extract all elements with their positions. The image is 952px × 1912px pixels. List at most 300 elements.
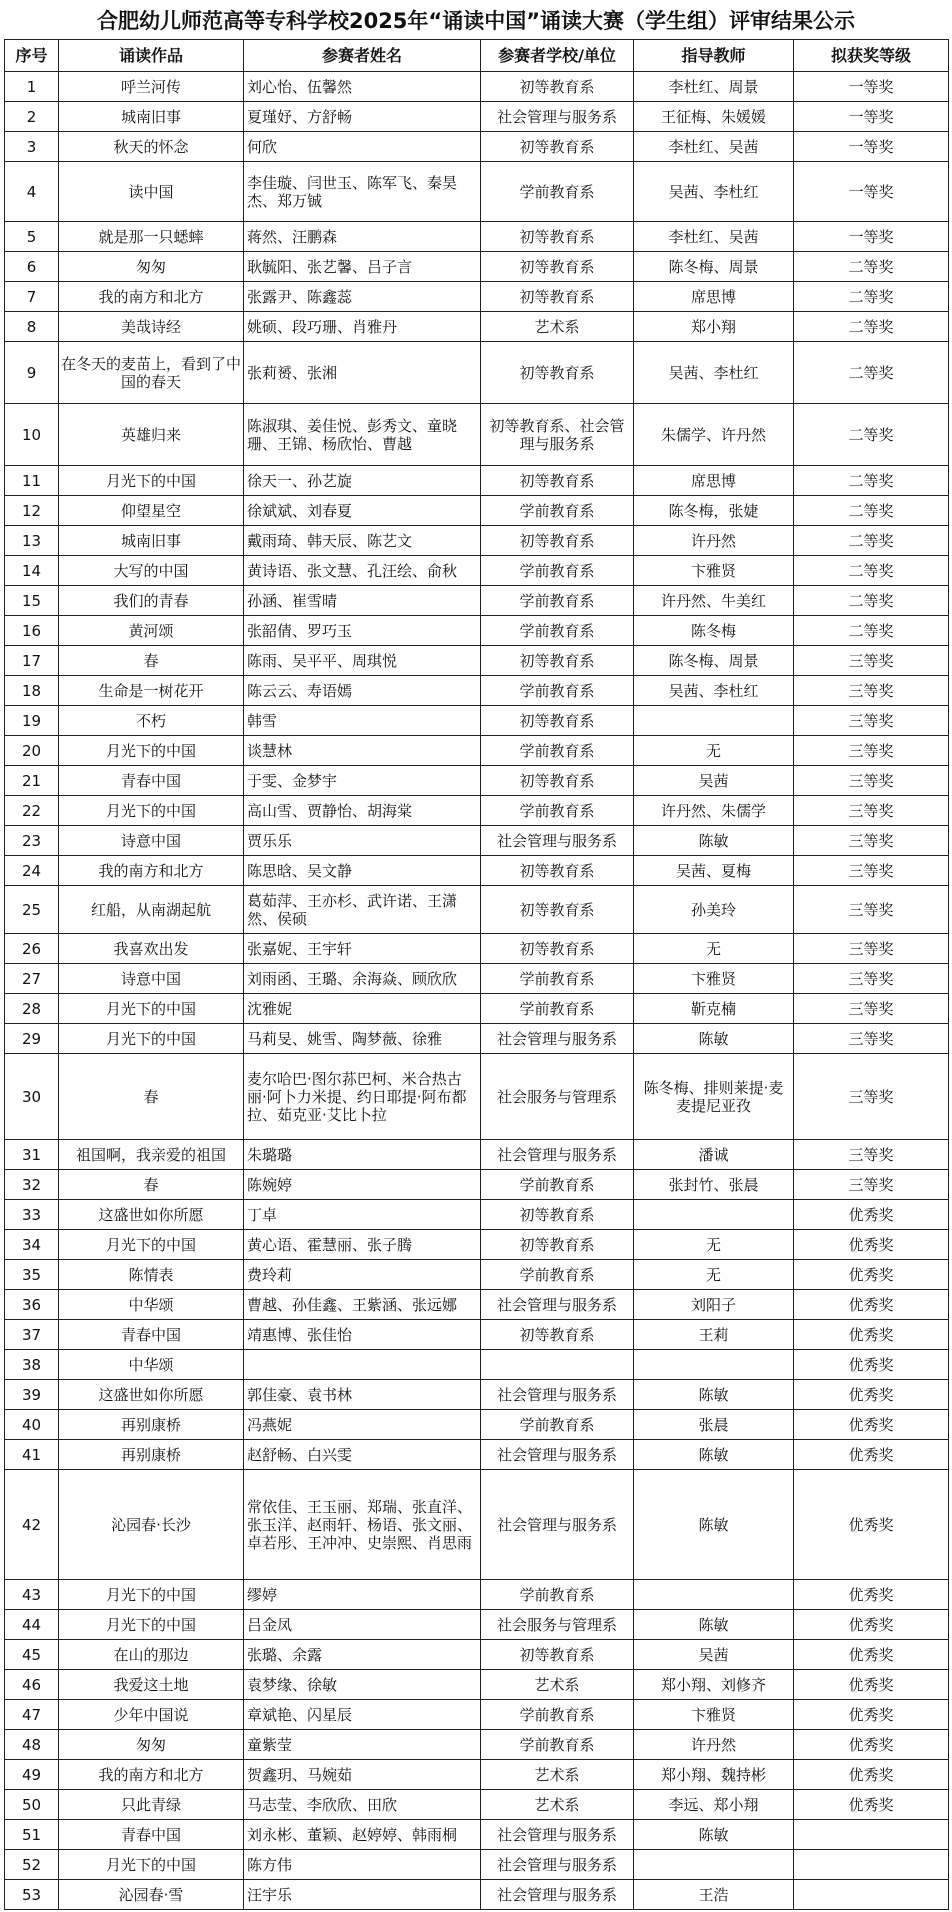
table-row (5, 312, 949, 342)
cell-award: 优秀奖 (794, 1260, 949, 1290)
cell-no: 3 (5, 132, 59, 162)
cell-no: 22 (5, 796, 59, 826)
cell-teacher: 吴茜、夏梅 (634, 856, 794, 886)
cell-unit: 初等教育系 (481, 466, 634, 496)
cell-teacher: 无 (634, 1260, 794, 1290)
cell-teacher: 陈敏 (634, 1024, 794, 1054)
table-row (5, 1700, 949, 1730)
cell-unit: 学前教育系 (481, 586, 634, 616)
cell-award: 二等奖 (794, 466, 949, 496)
cell-teacher: 无 (634, 736, 794, 766)
table-row (5, 934, 949, 964)
cell-no: 24 (5, 856, 59, 886)
cell-no: 12 (5, 496, 59, 526)
cell-names: 朱璐璐 (244, 1140, 481, 1170)
cell-work: 诗意中国 (59, 964, 244, 994)
cell-names: 费玲莉 (244, 1260, 481, 1290)
table-row (5, 1470, 949, 1580)
cell-unit: 初等教育系 (481, 1640, 634, 1670)
cell-teacher: 陈冬梅、排则莱提·麦麦提尼亚孜 (634, 1054, 794, 1140)
cell-unit: 初等教育系 (481, 342, 634, 404)
cell-no: 2 (5, 102, 59, 132)
cell-unit: 初等教育系 (481, 1230, 634, 1260)
cell-names: 袁梦缘、徐敏 (244, 1670, 481, 1700)
table-row (5, 1670, 949, 1700)
cell-award: 一等奖 (794, 132, 949, 162)
cell-award: 优秀奖 (794, 1700, 949, 1730)
cell-unit: 学前教育系 (481, 676, 634, 706)
cell-work: 再别康桥 (59, 1410, 244, 1440)
header-award: 拟获奖等级 (794, 40, 949, 72)
cell-teacher: 无 (634, 1230, 794, 1260)
cell-award: 二等奖 (794, 586, 949, 616)
cell-no: 39 (5, 1380, 59, 1410)
table-row (5, 1260, 949, 1290)
table-row (5, 556, 949, 586)
cell-names: 张韶倩、罗巧玉 (244, 616, 481, 646)
table-row (5, 1350, 949, 1380)
cell-teacher: 吴茜 (634, 1640, 794, 1670)
cell-names: 曹越、孙佳鑫、王紫涵、张远娜 (244, 1290, 481, 1320)
table-body (5, 72, 949, 1910)
table-row (5, 1170, 949, 1200)
table-row (5, 706, 949, 736)
cell-teacher: 陈冬梅、周景 (634, 646, 794, 676)
cell-teacher: 吴茜 (634, 766, 794, 796)
cell-teacher: 郑小翔、刘修齐 (634, 1670, 794, 1700)
header-unit: 参赛者学校/单位 (481, 40, 634, 72)
cell-teacher: 李远、郑小翔 (634, 1790, 794, 1820)
cell-award: 优秀奖 (794, 1670, 949, 1700)
cell-no: 19 (5, 706, 59, 736)
cell-work: 秋天的怀念 (59, 132, 244, 162)
cell-names: 贾乐乐 (244, 826, 481, 856)
cell-names: 葛茹萍、王亦杉、武许诺、王潇然、侯硕 (244, 886, 481, 934)
cell-unit: 学前教育系 (481, 1260, 634, 1290)
cell-work: 呼兰河传 (59, 72, 244, 102)
cell-names: 孙涵、崔雪晴 (244, 586, 481, 616)
cell-no: 32 (5, 1170, 59, 1200)
cell-work: 青春中国 (59, 1820, 244, 1850)
cell-names: 刘永彬、董颖、赵婷婷、韩雨桐 (244, 1820, 481, 1850)
cell-teacher: 陈冬梅 (634, 616, 794, 646)
cell-teacher: 卞雅贤 (634, 556, 794, 586)
table-row (5, 646, 949, 676)
cell-names: 张璐、余露 (244, 1640, 481, 1670)
cell-work: 再别康桥 (59, 1440, 244, 1470)
cell-teacher (634, 1850, 794, 1880)
cell-no: 46 (5, 1670, 59, 1700)
cell-teacher: 李杜红、吴茜 (634, 132, 794, 162)
cell-unit: 初等教育系 (481, 282, 634, 312)
cell-unit: 初等教育系 (481, 72, 634, 102)
cell-unit: 学前教育系 (481, 796, 634, 826)
cell-teacher: 王浩 (634, 1880, 794, 1910)
cell-work: 春 (59, 1170, 244, 1200)
cell-award: 优秀奖 (794, 1760, 949, 1790)
cell-award: 一等奖 (794, 222, 949, 252)
cell-teacher: 卞雅贤 (634, 964, 794, 994)
cell-work: 陈情表 (59, 1260, 244, 1290)
cell-teacher: 王征梅、朱媛媛 (634, 102, 794, 132)
cell-award: 二等奖 (794, 616, 949, 646)
cell-unit: 初等教育系 (481, 766, 634, 796)
cell-work: 城南旧事 (59, 102, 244, 132)
cell-teacher: 张晨 (634, 1410, 794, 1440)
cell-no: 53 (5, 1880, 59, 1910)
cell-work: 月光下的中国 (59, 1580, 244, 1610)
cell-award: 三等奖 (794, 1170, 949, 1200)
results-table (4, 39, 949, 1910)
cell-unit: 社会管理与服务系 (481, 1820, 634, 1850)
cell-no: 14 (5, 556, 59, 586)
cell-award: 三等奖 (794, 796, 949, 826)
table-row (5, 1610, 949, 1640)
cell-teacher: 陈敏 (634, 1820, 794, 1850)
header-teacher: 指导教师 (634, 40, 794, 72)
cell-unit: 初等教育系 (481, 1200, 634, 1230)
cell-work: 城南旧事 (59, 526, 244, 556)
cell-no: 37 (5, 1320, 59, 1350)
cell-no: 36 (5, 1290, 59, 1320)
cell-no: 11 (5, 466, 59, 496)
table-row (5, 282, 949, 312)
header-work: 诵读作品 (59, 40, 244, 72)
cell-work: 黄河颂 (59, 616, 244, 646)
cell-names: 常依佳、王玉丽、郑瑞、张直洋、张玉洋、赵雨轩、杨语、张文丽、卓若彤、王冲冲、史崇熙、肖思雨 (244, 1470, 481, 1580)
cell-work: 读中国 (59, 162, 244, 222)
cell-no: 38 (5, 1350, 59, 1380)
cell-no: 52 (5, 1850, 59, 1880)
table-row (5, 796, 949, 826)
table-row (5, 1230, 949, 1260)
cell-award: 一等奖 (794, 102, 949, 132)
cell-no: 40 (5, 1410, 59, 1440)
cell-work: 我的南方和北方 (59, 282, 244, 312)
cell-unit: 社会管理与服务系 (481, 826, 634, 856)
cell-award: 优秀奖 (794, 1610, 949, 1640)
table-row (5, 1410, 949, 1440)
cell-teacher: 陈敏 (634, 1470, 794, 1580)
cell-unit: 社会管理与服务系 (481, 102, 634, 132)
cell-award: 二等奖 (794, 526, 949, 556)
cell-no: 26 (5, 934, 59, 964)
table-row (5, 1320, 949, 1350)
cell-names: 张莉赟、张湘 (244, 342, 481, 404)
cell-no: 25 (5, 886, 59, 934)
table-row (5, 1290, 949, 1320)
cell-teacher: 陈冬梅，张婕 (634, 496, 794, 526)
cell-work: 匆匆 (59, 1730, 244, 1760)
cell-award: 三等奖 (794, 646, 949, 676)
cell-award: 三等奖 (794, 706, 949, 736)
table-row (5, 252, 949, 282)
cell-unit: 初等教育系 (481, 252, 634, 282)
cell-no: 33 (5, 1200, 59, 1230)
table-row (5, 132, 949, 162)
cell-work: 沁园春·雪 (59, 1880, 244, 1910)
cell-work: 只此青绿 (59, 1790, 244, 1820)
cell-award: 三等奖 (794, 934, 949, 964)
cell-unit: 艺术系 (481, 1790, 634, 1820)
cell-names: 麦尔哈巴·图尔荪巴柯、米合热古丽·阿卜力米提、约日耶提·阿布都拉、茹克亚·艾比卜拉 (244, 1054, 481, 1140)
cell-teacher (634, 706, 794, 736)
cell-award: 三等奖 (794, 676, 949, 706)
table-row (5, 1820, 949, 1850)
cell-names: 沈雅妮 (244, 994, 481, 1024)
table-row (5, 736, 949, 766)
cell-unit: 艺术系 (481, 312, 634, 342)
cell-award: 三等奖 (794, 1054, 949, 1140)
cell-names: 张露尹、陈鑫蕊 (244, 282, 481, 312)
table-row (5, 342, 949, 404)
cell-names: 童紫莹 (244, 1730, 481, 1760)
cell-award: 优秀奖 (794, 1440, 949, 1470)
cell-teacher: 陈冬梅、周景 (634, 252, 794, 282)
cell-award: 优秀奖 (794, 1380, 949, 1410)
cell-names: 赵舒畅、白兴雯 (244, 1440, 481, 1470)
cell-names: 马志莹、李欣欣、田欣 (244, 1790, 481, 1820)
cell-no: 7 (5, 282, 59, 312)
cell-no: 1 (5, 72, 59, 102)
cell-no: 4 (5, 162, 59, 222)
page-title: 合肥幼儿师范高等专科学校2025年“诵读中国”诵读大赛（学生组）评审结果公示 (96, 9, 856, 33)
cell-work: 我的南方和北方 (59, 1760, 244, 1790)
cell-teacher: 郑小翔、魏持彬 (634, 1760, 794, 1790)
cell-award: 优秀奖 (794, 1790, 949, 1820)
cell-award: 三等奖 (794, 994, 949, 1024)
table-row (5, 1440, 949, 1470)
cell-work: 我喜欢出发 (59, 934, 244, 964)
cell-no: 6 (5, 252, 59, 282)
cell-names: 黄心语、霍慧丽、张子腾 (244, 1230, 481, 1260)
cell-work: 月光下的中国 (59, 1610, 244, 1640)
cell-unit: 学前教育系 (481, 1410, 634, 1440)
cell-no: 28 (5, 994, 59, 1024)
table-row (5, 616, 949, 646)
cell-unit: 初等教育系 (481, 132, 634, 162)
cell-award: 二等奖 (794, 342, 949, 404)
cell-unit: 艺术系 (481, 1670, 634, 1700)
cell-names: 郭佳豪、袁书林 (244, 1380, 481, 1410)
table-row (5, 1580, 949, 1610)
cell-teacher: 朱儒学、许丹然 (634, 404, 794, 466)
table-row (5, 994, 949, 1024)
cell-no: 49 (5, 1760, 59, 1790)
cell-work: 在山的那边 (59, 1640, 244, 1670)
cell-unit: 社会管理与服务系 (481, 1024, 634, 1054)
cell-award: 优秀奖 (794, 1730, 949, 1760)
table-row (5, 526, 949, 556)
cell-names: 夏瑾妤、方舒畅 (244, 102, 481, 132)
cell-work: 月光下的中国 (59, 466, 244, 496)
cell-names: 耿毓阳、张艺馨、吕子言 (244, 252, 481, 282)
cell-no: 9 (5, 342, 59, 404)
cell-no: 20 (5, 736, 59, 766)
cell-teacher: 吴茜、李杜红 (634, 676, 794, 706)
cell-unit: 艺术系 (481, 1760, 634, 1790)
cell-work: 青春中国 (59, 1320, 244, 1350)
table-row (5, 222, 949, 252)
cell-unit: 学前教育系 (481, 736, 634, 766)
cell-award: 优秀奖 (794, 1230, 949, 1260)
cell-names: 韩雪 (244, 706, 481, 736)
cell-names: 李佳璇、闫世玉、陈军飞、秦昊杰、郑万铖 (244, 162, 481, 222)
cell-work: 匆匆 (59, 252, 244, 282)
cell-unit: 初等教育系 (481, 526, 634, 556)
cell-no: 30 (5, 1054, 59, 1140)
cell-work: 我们的青春 (59, 586, 244, 616)
cell-names: 陈云云、寿语嫣 (244, 676, 481, 706)
cell-teacher: 陈敏 (634, 1380, 794, 1410)
cell-work: 在冬天的麦苗上，看到了中国的春天 (59, 342, 244, 404)
cell-award: 二等奖 (794, 556, 949, 586)
cell-work: 中华颂 (59, 1290, 244, 1320)
cell-names: 高山雪、贾静怡、胡海棠 (244, 796, 481, 826)
cell-work: 少年中国说 (59, 1700, 244, 1730)
cell-work: 月光下的中国 (59, 736, 244, 766)
cell-teacher: 陈敏 (634, 1610, 794, 1640)
cell-teacher: 许丹然 (634, 1730, 794, 1760)
cell-work: 月光下的中国 (59, 796, 244, 826)
header-no: 序号 (5, 40, 59, 72)
cell-award: 二等奖 (794, 312, 949, 342)
cell-unit: 社会管理与服务系 (481, 1140, 634, 1170)
cell-names: 马莉旻、姚雪、陶梦薇、徐雅 (244, 1024, 481, 1054)
cell-award: 一等奖 (794, 72, 949, 102)
cell-award: 三等奖 (794, 856, 949, 886)
cell-unit: 初等教育系、社会管理与服务系 (481, 404, 634, 466)
cell-unit: 社会管理与服务系 (481, 1290, 634, 1320)
cell-work: 青春中国 (59, 766, 244, 796)
cell-unit: 初等教育系 (481, 706, 634, 736)
cell-work: 我爱这土地 (59, 1670, 244, 1700)
cell-no: 51 (5, 1820, 59, 1850)
cell-teacher: 吴茜、李杜红 (634, 162, 794, 222)
cell-work: 月光下的中国 (59, 1850, 244, 1880)
cell-names: 贺鑫玥、马婉茹 (244, 1760, 481, 1790)
cell-award (794, 1880, 949, 1910)
cell-names: 陈淑琪、姜佳悦、彭秀文、童晓珊、王锦、杨欣怡、曹越 (244, 404, 481, 466)
cell-award: 三等奖 (794, 886, 949, 934)
cell-unit: 社会服务与管理系 (481, 1054, 634, 1140)
cell-unit: 初等教育系 (481, 886, 634, 934)
cell-work: 这盛世如你所愿 (59, 1200, 244, 1230)
cell-unit: 社会管理与服务系 (481, 1850, 634, 1880)
cell-work: 我的南方和北方 (59, 856, 244, 886)
cell-teacher: 无 (634, 934, 794, 964)
cell-work: 就是那一只蟋蟀 (59, 222, 244, 252)
cell-work: 生命是一树花开 (59, 676, 244, 706)
cell-teacher: 靳克楠 (634, 994, 794, 1024)
table-row (5, 856, 949, 886)
cell-no: 8 (5, 312, 59, 342)
cell-unit: 社会服务与管理系 (481, 1610, 634, 1640)
cell-unit: 学前教育系 (481, 1580, 634, 1610)
cell-award: 二等奖 (794, 496, 949, 526)
cell-teacher: 李杜红、周景 (634, 72, 794, 102)
cell-names: 黄诗语、张文慧、孔汪绘、俞秋 (244, 556, 481, 586)
cell-no: 48 (5, 1730, 59, 1760)
cell-no: 23 (5, 826, 59, 856)
cell-award: 优秀奖 (794, 1640, 949, 1670)
cell-teacher: 李杜红、吴茜 (634, 222, 794, 252)
table-row (5, 1024, 949, 1054)
table-row (5, 1730, 949, 1760)
table-row (5, 1760, 949, 1790)
cell-unit: 社会管理与服务系 (481, 1440, 634, 1470)
cell-names: 姚硕、段巧珊、肖雅丹 (244, 312, 481, 342)
cell-names: 蒋然、汪鹏森 (244, 222, 481, 252)
table-row (5, 964, 949, 994)
table-row (5, 766, 949, 796)
cell-award: 优秀奖 (794, 1580, 949, 1610)
cell-teacher: 张封竹、张晨 (634, 1170, 794, 1200)
table-row (5, 826, 949, 856)
cell-award: 优秀奖 (794, 1470, 949, 1580)
cell-award (794, 1820, 949, 1850)
cell-award: 二等奖 (794, 404, 949, 466)
cell-no: 27 (5, 964, 59, 994)
table-row (5, 496, 949, 526)
cell-names: 吕金凤 (244, 1610, 481, 1640)
table-row (5, 1790, 949, 1820)
cell-unit: 初等教育系 (481, 646, 634, 676)
cell-no: 18 (5, 676, 59, 706)
cell-award: 优秀奖 (794, 1350, 949, 1380)
table-row (5, 466, 949, 496)
cell-work: 仰望星空 (59, 496, 244, 526)
cell-award: 优秀奖 (794, 1290, 949, 1320)
cell-no: 5 (5, 222, 59, 252)
cell-names: 刘心怡、伍馨然 (244, 72, 481, 102)
cell-work: 月光下的中国 (59, 994, 244, 1024)
cell-award: 三等奖 (794, 1024, 949, 1054)
cell-teacher: 潘诚 (634, 1140, 794, 1170)
cell-no: 41 (5, 1440, 59, 1470)
cell-teacher: 陈敏 (634, 1440, 794, 1470)
table-row (5, 1880, 949, 1910)
cell-no: 31 (5, 1140, 59, 1170)
cell-award: 一等奖 (794, 162, 949, 222)
cell-teacher: 卞雅贤 (634, 1700, 794, 1730)
cell-no: 29 (5, 1024, 59, 1054)
cell-unit: 学前教育系 (481, 964, 634, 994)
table-row (5, 886, 949, 934)
cell-work: 月光下的中国 (59, 1024, 244, 1054)
cell-unit: 学前教育系 (481, 496, 634, 526)
cell-no: 21 (5, 766, 59, 796)
cell-no: 42 (5, 1470, 59, 1580)
cell-work: 诗意中国 (59, 826, 244, 856)
cell-teacher (634, 1200, 794, 1230)
table-row (5, 586, 949, 616)
cell-names (244, 1350, 481, 1380)
table-row (5, 676, 949, 706)
cell-teacher: 郑小翔 (634, 312, 794, 342)
cell-unit: 学前教育系 (481, 162, 634, 222)
cell-unit: 学前教育系 (481, 1730, 634, 1760)
cell-award: 三等奖 (794, 766, 949, 796)
cell-teacher: 陈敏 (634, 826, 794, 856)
cell-work: 美哉诗经 (59, 312, 244, 342)
cell-unit: 社会管理与服务系 (481, 1470, 634, 1580)
cell-unit: 学前教育系 (481, 556, 634, 586)
cell-unit: 初等教育系 (481, 1320, 634, 1350)
table-row (5, 162, 949, 222)
cell-no: 45 (5, 1640, 59, 1670)
cell-teacher (634, 1580, 794, 1610)
